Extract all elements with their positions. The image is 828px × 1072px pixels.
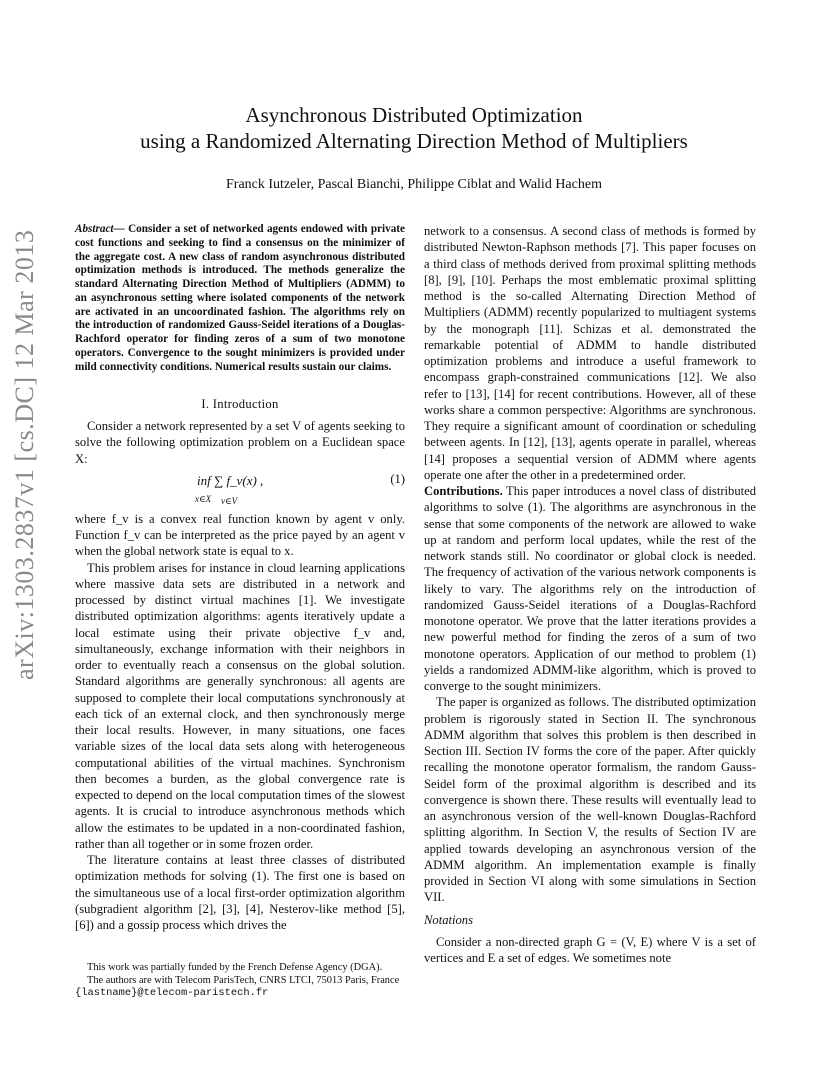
organization-paragraph: The paper is organized as follows. The distributed optimization problem is rigorously stated in Section II. The synchronous ADMM algorithm that solves this problem is then described in Section III. Section IV forms the core of the paper. After quickly recalling the monotone operator formalism, the random Gauss-Seidel form of the proximal algorithm is described and its convergence is shown there. These results will eventually lead to an asynchronous version of the well-known Douglas-Rachford splitting algorithm. In Section V, the results of Section IV are applied towards developing an asynchronous version of the ADMM algorithm. An implementation example is finally provided in Section VI along with some simulations in Section VII. — [424, 695, 756, 905]
arxiv-stamp: arXiv:1303.2837v1 [cs.DC] 12 Mar 2013 — [10, 229, 39, 680]
authors: Franck Iutzeler, Pascal Bianchi, Philippe Ciblat and Walid Hachem — [226, 177, 602, 192]
contributions-label: Contributions. — [424, 484, 503, 498]
equation-sub-inf: x∈X — [195, 493, 212, 504]
notations-paragraph: Consider a non-directed graph G = (V, E) where V is a set of vertices and E a set of edges. We sometimes note — [424, 934, 756, 965]
right-column-body — [424, 223, 756, 966]
abstract — [75, 223, 405, 374]
intro-paragraph-1: Consider a network represented by a set V of agents seeking to solve the following optimization problem on a Euclidean space X: — [75, 419, 405, 466]
contributions-text: This paper introduces a novel class of distributed algorithms to solve (1). The algorithms are asynchronous in the sense that some components of the network are allowed to wake up at random and perform local updates, while the rest of the network stands still. No coordinator or global clock is needed. The frequency of activation of the various network components is likely to vary. The algorithms rely on the introduction of randomized Gauss-Seidel iterations of a Douglas-Rachford monotone operator. We prove that the latter iterations provides a new powerful method for finding the zeros of a sum of two monotone operators. Application of our method to problem (1) yields a randomized ADMM-like algorithm, which is proved to converge to the sought minimizers. — [424, 484, 756, 693]
intro-paragraph-3: This problem arises for instance in cloud learning applications where massive data sets are distributed in a network and processed by distinct virtual machines [1]. We investigate distributed optimization algorithms: agents iteratively update a local estimate using their private objective f_v and, simultaneously, exchange information with their neighbors in order to eventually reach a consensus on the global solution. Standard algorithms are generally synchronous: all agents are supposed to complete their local computations synchronously at each tick of an external clock, and then synchronously merge their local results. However, in many situations, one faces variable sizes of the local data sets along with heterogeneous computational abilities of the virtual machines. Synchronism then becomes a burden, as the global convergence rate is expected to depend on the local computation times of the slowest agents. It is crucial to introduce asynchronous methods which allow the estimates to be updated in a non-coordinated fashion, rather than all together or in some frozen order. — [75, 560, 405, 851]
title-line-1: Asynchronous Distributed Optimization — [245, 103, 583, 127]
right-paragraph-1: network to a consensus. A second class of methods is formed by distributed Newton-Raphson methods [7]. This paper focuses on a third class of methods derived from proximal splitting methods [8], [9], [10]. Perhaps the most emblematic proximal splitting method is the so-called Alternating Direction Method of Multipliers (ADMM) recently popularized to multiagent systems by the monograph [11]. Schizas et al. demonstrated the remarkable potential of ADMM to handle distributed optimization problems and introduce a useful framework to encompass graph-constrained communications [12]. We also refer to [13], [14] for recent contributions. However, all of these works share a common perspective: Algorithms are synchronous. They require a significant amount of coordination or scheduling between agents. In [12], [13], agents operate in parallel, whereas [14] proposes a sequential version of ADMM where agents operate one after the other in a predetermined order. — [424, 224, 756, 482]
title-line-2: using a Randomized Alternating Direction Method of Multipliers — [140, 129, 688, 153]
equation-1 — [75, 467, 405, 511]
equation-sub-sum: v∈V — [221, 495, 238, 506]
footnote — [75, 962, 405, 1000]
abstract-text: — Consider a set of networked agents endowed with private cost functions and seeking to find a consensus on the minimizer of the aggregate cost. A new class of random asynchronous distributed optimization methods is introduced. The methods generalize the standard Alternating Direction Method of Multipliers (ADMM) to an asynchronous setting where isolated components of the network are activated in an uncoordinated fashion. The algorithms rely on the introduction of randomized Gauss-Seidel iterations of a Douglas-Rachford operator for finding zeros of a sum of two monotone operators. Convergence to the sought minimizers is provided under mild connectivity conditions. Numerical results sustain our claims. — [75, 223, 405, 373]
paper-title — [0, 102, 828, 154]
intro-paragraph-4: The literature contains at least three classes of distributed optimization methods for solving (1). The first one is based on the simultaneous use of a local first-order optimization algorithm (subgradient algorithm [2], [3], [4], Nesterov-like method [5], [6]) and a gossip process which drives the — [75, 853, 405, 932]
footnote-funding: This work was partially funded by the French Defense Agency (DGA). — [87, 962, 383, 973]
section-heading-introduction: I. Introduction — [201, 397, 279, 411]
abstract-label: Abstract — [75, 223, 114, 235]
footnote-affiliation: The authors are with Telecom ParisTech, CNRS LTCI, 75013 Paris, France {lastname}@telecom-paristech.fr — [75, 974, 400, 999]
equation-expression: inf ∑ f_v(x) , — [197, 472, 264, 488]
intro-paragraph-2: where f_v is a convex real function known by agent v only. Function f_v can be interpreted as the price payed by an agent v when the global network state is equal to x. — [75, 511, 405, 559]
contributions-paragraph — [424, 483, 756, 694]
equation-number: (1) — [390, 471, 405, 486]
left-column-body — [75, 418, 405, 933]
notations-heading: Notations — [424, 912, 473, 927]
footnote-email: {lastname}@telecom-paristech.fr — [75, 987, 269, 999]
